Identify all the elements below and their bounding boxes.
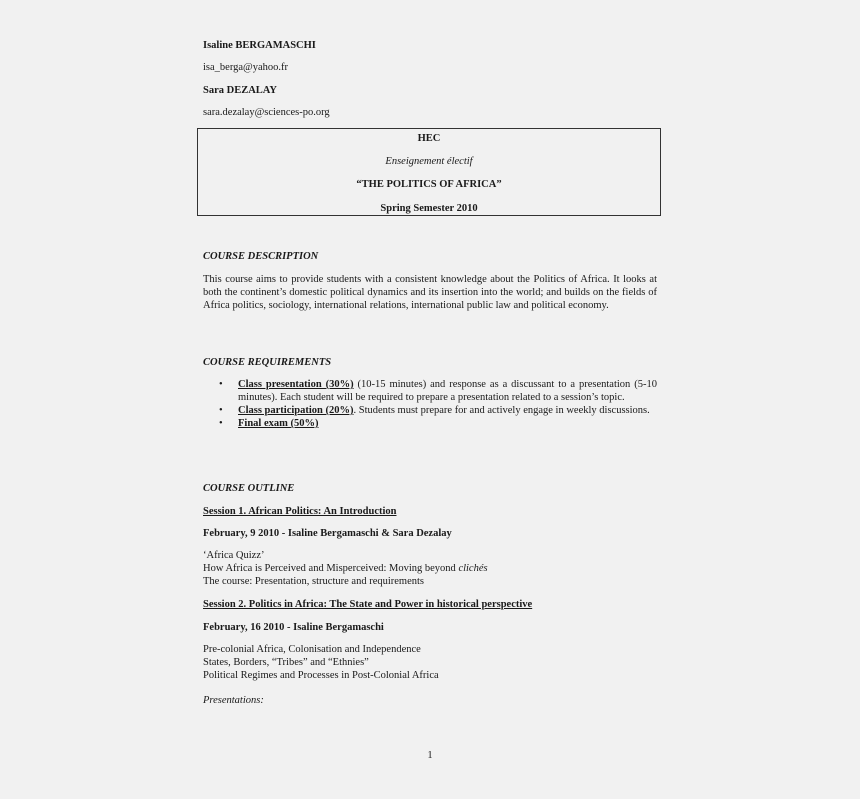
course-title: “THE POLITICS OF AFRICA” (356, 179, 502, 190)
session-2-title: Session 2. Politics in Africa: The State and Power in historical perspective (203, 599, 533, 610)
outline-heading: COURSE OUTLINE (203, 483, 295, 494)
description-heading: COURSE DESCRIPTION (203, 251, 319, 262)
session-1-topic-2 (203, 562, 488, 575)
requirement-text: . Students must prepare for and actively engage in weekly discussions. (353, 405, 650, 416)
page-number: 1 (427, 750, 433, 761)
session-1-topic-3: The course: Presentation, structure and requirements (203, 576, 425, 587)
requirement-text: (10-15 minutes) and response as a discussant to a presentation (5-10 minutes). Each student will be required to prepare a presentation related to a session’s topic. (238, 379, 657, 403)
requirements-list (203, 378, 657, 430)
course-semester: Spring Semester 2010 (380, 203, 478, 214)
session-1-date: February, 9 2010 - Isaline Bergamaschi & Sara Dezalay (203, 528, 452, 539)
bullet-icon: • (219, 418, 223, 429)
session-2-date: February, 16 2010 - Isaline Bergamaschi (203, 622, 384, 633)
topic-italic: clichés (458, 563, 488, 574)
author-name-1: Isaline BERGAMASCHI (203, 40, 316, 51)
school-name: HEC (417, 133, 441, 144)
requirement-label: Class presentation (30%) (238, 379, 354, 390)
course-header-box (197, 128, 661, 216)
list-item (203, 378, 657, 404)
course-subtitle: Enseignement électif (385, 156, 473, 167)
session-1-topic-1: ‘Africa Quizz’ (203, 550, 265, 561)
author-name-2: Sara DEZALAY (203, 85, 278, 96)
session-2-topic-3: Political Regimes and Processes in Post-Colonial Africa (203, 670, 439, 681)
requirement-label: Class participation (20%) (238, 405, 354, 416)
requirements-heading: COURSE REQUIREMENTS (203, 357, 332, 368)
session-1-topics (203, 549, 488, 588)
session-2-topic-2: States, Borders, “Tribes” and “Ethnies” (203, 657, 369, 668)
description-text: This course aims to provide students with a consistent knowledge about the Politics of Africa. It looks at both the continent’s domestic political dynamics and its insertion into the world; and builds on the fields of Africa politics, sociology, international relations, international public law and political economy. (203, 274, 657, 311)
session-2-topics (203, 643, 439, 682)
author-email-1: isa_berga@yahoo.fr (203, 62, 288, 73)
list-item (203, 404, 657, 417)
session-1-title: Session 1. African Politics: An Introduction (203, 506, 397, 517)
bullet-icon: • (219, 379, 223, 390)
session-2-presentations: Presentations: (203, 695, 264, 706)
requirement-label: Final exam (50%) (238, 418, 319, 429)
session-2-topic-1: Pre-colonial Africa, Colonisation and Independence (203, 644, 421, 655)
list-item (203, 417, 657, 430)
topic-text: How Africa is Perceived and Misperceived: Moving beyond (203, 563, 459, 574)
bullet-icon: • (219, 405, 223, 416)
author-email-2: sara.dezalay@sciences-po.org (203, 107, 330, 118)
